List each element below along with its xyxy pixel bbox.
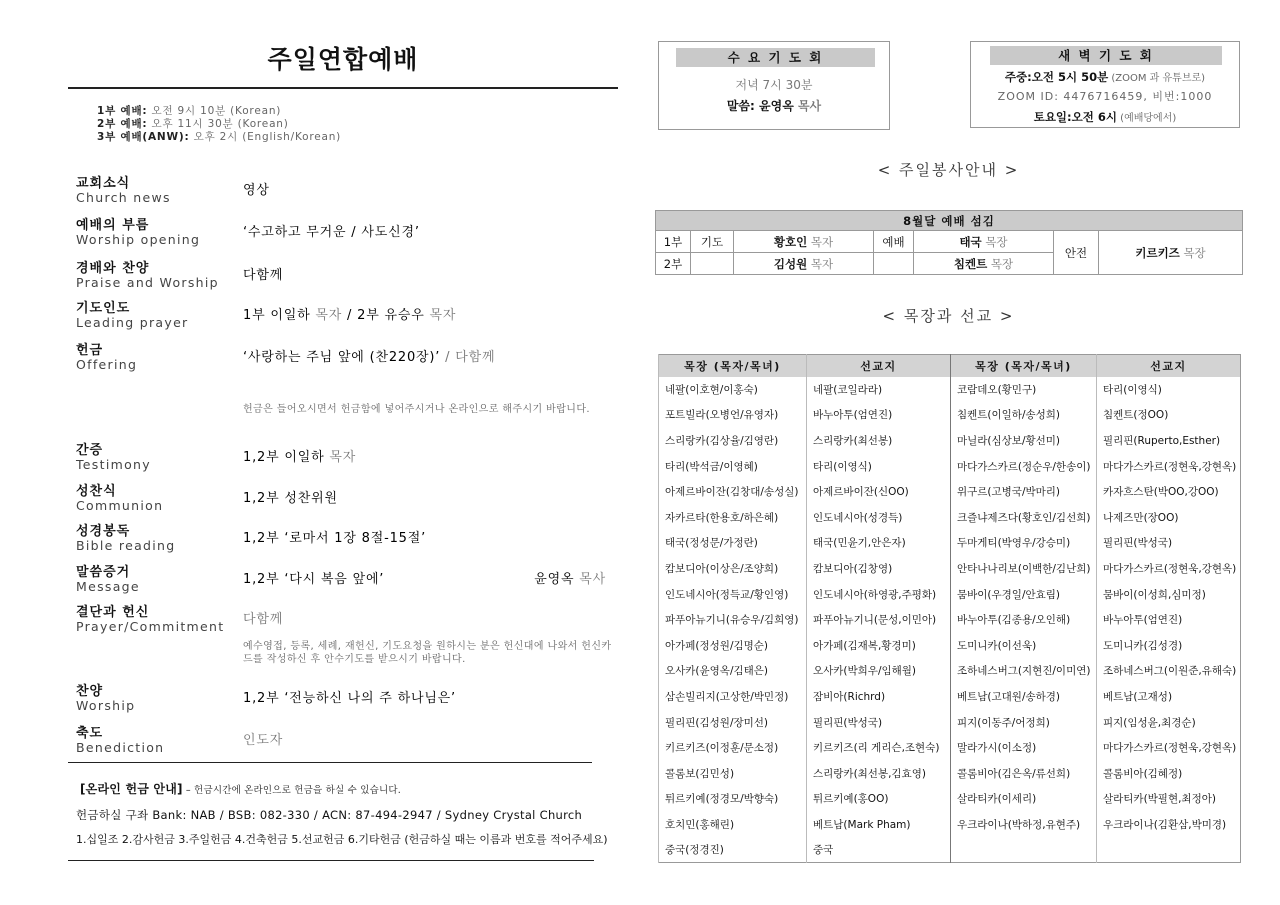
order-item — [76, 485, 606, 513]
duty-worship-label: 예배 — [874, 231, 914, 253]
mokjang-cell: 중국(정경진) — [659, 837, 807, 863]
value-text: 영상 — [243, 183, 270, 198]
mission-field-cell: 필리핀(Ruperto,Esther) — [1097, 428, 1241, 454]
service-time-row — [97, 131, 341, 144]
mission-field-cell: 베트남(고재성) — [1097, 684, 1241, 710]
order-item-title-ko: 결단과 헌신 — [76, 605, 150, 620]
value-text: 1,2부 ‘다시 복음 앞에’ — [243, 572, 385, 587]
mission-row — [659, 786, 1241, 812]
aside-text: (ZOOM 과 유튜브로) — [1108, 73, 1206, 84]
mission-table-body — [659, 377, 1241, 863]
duty-team-name: 태국 — [959, 234, 982, 249]
online-giving-divider-top — [68, 762, 592, 763]
order-item — [76, 302, 606, 330]
mokjang-cell: 마닐라(심상보/황선미) — [951, 428, 1097, 454]
role-text: 목자 — [315, 308, 343, 323]
mission-field-cell: 조하네스버그(이원준,유해숙) — [1097, 658, 1241, 684]
order-item-title-en: Communion — [76, 498, 164, 513]
service-label: 1부 예배: — [97, 105, 148, 117]
duty-safety-team — [1099, 231, 1243, 275]
value-text: 1,2부 성찬위원 — [243, 491, 338, 506]
mission-row — [659, 684, 1241, 710]
duty-prayer-label: 기도 — [691, 231, 734, 253]
order-item-title-ko: 헌금 — [76, 343, 104, 358]
order-item — [76, 262, 606, 290]
mokjang-cell: 파푸아뉴기니(유승우/김희영) — [659, 607, 807, 633]
mokjang-cell: 네팔(이호현/이홍숙) — [659, 377, 807, 403]
mission-table — [658, 354, 1241, 863]
order-item-value — [243, 268, 283, 284]
mokjang-cell: 포트빌라(오병언/유영자) — [659, 402, 807, 428]
order-item-title-ko: 기도인도 — [76, 301, 131, 316]
mokjang-cell: 아가페(정성원/김명순) — [659, 632, 807, 658]
mokjang-cell: 마다가스카르(정순우/한송이) — [951, 453, 1097, 479]
dawn-prayer-saturday — [971, 109, 1239, 127]
value-text: 윤영옥 — [534, 572, 580, 587]
order-item-title-en: Prayer/Commitment — [76, 619, 225, 634]
offering-categories: 1.십일조 2.감사헌금 3.주일헌금 4.건축헌금 5.선교헌금 6.기타헌금 (헌금하실 때는 이름과 번호를 적어주세요) — [76, 833, 608, 846]
role-text: 목사 — [579, 572, 606, 587]
wednesday-prayer-box — [658, 41, 890, 130]
value-text: 1,2부 ‘로마서 1장 8절-15절’ — [243, 531, 427, 546]
mokjang-cell: 호치민(홍해린) — [659, 812, 807, 838]
value-text: ‘수고하고 무거운 / 사도신경’ — [243, 225, 420, 240]
mokjang-cell: 크즐냐제즈다(황호인/김선희) — [951, 504, 1097, 530]
order-item-value — [243, 183, 270, 199]
mission-header-row — [659, 355, 1241, 377]
duty-worship-label — [874, 253, 914, 275]
mission-field-cell: 마다가스카르(정현욱,강현옥) — [1097, 735, 1241, 761]
duty-row — [656, 231, 1243, 253]
mission-row — [659, 556, 1241, 582]
order-item-title-en: Message — [76, 579, 140, 594]
mokjang-cell: 삼손빌리지(고상한/박민정) — [659, 684, 807, 710]
order-item-preacher — [534, 572, 606, 588]
order-item-note: 예수영접, 등록, 세례, 재헌신, 기도요청을 원하시는 분은 헌신대에 나와서 헌신카드를 작성하신 후 안수기도를 받으시기 바랍니다. — [243, 641, 612, 665]
wednesday-prayer-title: 수 요 기 도 회 — [676, 48, 875, 67]
service-label: 3부 예배(ANW): — [97, 131, 190, 143]
title-divider — [68, 87, 618, 89]
mokjang-cell: 조하네스버그(지현진/이미연) — [951, 658, 1097, 684]
service-times — [97, 105, 341, 144]
mokjang-cell: 위구르(고병국/박마리) — [951, 479, 1097, 505]
mokjang-cell: 콜롬보(김민성) — [659, 760, 807, 786]
dawn-prayer-zoom: ZOOM ID: 4476716459, 비번:1000 — [997, 90, 1213, 103]
mission-row — [659, 607, 1241, 633]
mission-field-cell: 침켄트(정OO) — [1097, 402, 1241, 428]
mission-field-cell: 네팔(코일라라) — [807, 377, 951, 403]
order-item-title-en: Worship — [76, 698, 136, 713]
mission-field-cell: 베트남(Mark Pham) — [807, 812, 951, 838]
mokjang-cell: 두마게티(박영우/강승미) — [951, 530, 1097, 556]
mission-row — [659, 581, 1241, 607]
mokjang-cell: 베트남(고대원/송하경) — [951, 684, 1097, 710]
mokjang-cell: 침켄트(이일하/송성희) — [951, 402, 1097, 428]
order-item-title-en: Benediction — [76, 740, 165, 755]
order-item-title-en: Testimony — [76, 457, 151, 472]
mission-field-cell: 타리(이영식) — [807, 453, 951, 479]
order-item — [76, 685, 606, 713]
online-giving-subtitle: – 헌금시간에 온라인으로 헌금을 하실 수 있습니다. — [182, 785, 401, 796]
mission-row — [659, 479, 1241, 505]
wednesday-prayer-time: 저녁 7시 30분 — [735, 78, 813, 92]
mission-field-cell: 태국(민윤기,안은자) — [807, 530, 951, 556]
role-text: 목자 — [429, 308, 457, 323]
service-detail: 오전 9시 10분 (Korean) — [147, 105, 282, 117]
order-item-note: 헌금은 들어오시면서 헌금함에 넣어주시거나 온라인으로 해주시기 바랍니다. — [243, 404, 590, 415]
mokjang-cell: 콜롬비아(김은옥/류선희) — [951, 760, 1097, 786]
service-label: 2부 예배: — [97, 118, 148, 130]
service-detail: 오후 2시 (English/Korean) — [189, 131, 342, 143]
mission-field-cell: 우크라이나(김환삼,박미경) — [1097, 812, 1241, 838]
mission-row — [659, 453, 1241, 479]
duty-person-role: 목자 — [810, 234, 834, 249]
duty-heading: < 주일봉사안내 > — [877, 161, 1020, 179]
mokjang-cell: 필리핀(김성원/장미선) — [659, 709, 807, 735]
duty-header-row — [656, 211, 1243, 231]
mission-field-cell: 아가페(김재복,황경미) — [807, 632, 951, 658]
order-item — [76, 727, 606, 755]
role-text: 목자 — [329, 450, 357, 465]
order-item-title-ko: 축도 — [76, 726, 104, 741]
mission-row — [659, 504, 1241, 530]
mission-field-cell: 키르키즈(리 게리슨,조현숙) — [807, 735, 951, 761]
duty-team-name: 침켄트 — [953, 256, 988, 271]
mission-field-cell: 튀르키예(홍OO) — [807, 786, 951, 812]
order-item — [76, 566, 606, 594]
order-item-title-ko: 말씀증거 — [76, 565, 131, 580]
order-item — [76, 525, 606, 553]
order-item-title-ko: 경배와 찬양 — [76, 261, 150, 276]
mission-field-cell: 잠비아(Richrd) — [807, 684, 951, 710]
mokjang-cell: 튀르키예(정경모/박향숙) — [659, 786, 807, 812]
mission-row — [659, 530, 1241, 556]
mokjang-cell: 키르키즈(이정훈/문소정) — [659, 735, 807, 761]
order-item-value — [243, 450, 356, 466]
online-giving-title: [온라인 헌금 안내] — [80, 782, 183, 796]
mokjang-cell: 자카르타(한용호/하은혜) — [659, 504, 807, 530]
mokjang-cell: 오사카(윤영옥/김태은) — [659, 658, 807, 684]
duty-team-role: 목장 — [990, 256, 1014, 271]
bank-account-info: 헌금하실 구좌 Bank: NAB / BSB: 082-330 / ACN: 87-494-2947 / Sydney Crystal Church — [76, 808, 583, 822]
order-item-title-en: Offering — [76, 357, 138, 372]
mission-row — [659, 837, 1241, 863]
mission-column-header: 목장 (목자/목녀) — [659, 355, 807, 377]
value-text: 1,2부 이일하 — [243, 450, 330, 465]
duty-prayer-leader — [734, 253, 874, 275]
order-item — [76, 177, 606, 205]
mokjang-cell: 태국(정성문/가정란) — [659, 530, 807, 556]
value-text: 주중:오전 5시 50분 — [1004, 70, 1109, 84]
mokjang-cell: 아제르바이잔(김창대/송성실) — [659, 479, 807, 505]
mission-row — [659, 402, 1241, 428]
mission-field-cell: 살라티카(박필현,최정아) — [1097, 786, 1241, 812]
duty-service: 2부 — [656, 253, 691, 275]
mission-field-cell: 피지(임성윤,최경순) — [1097, 709, 1241, 735]
duty-team-name: 키르키즈 — [1135, 245, 1180, 260]
order-item-title-ko: 교회소식 — [76, 176, 131, 191]
order-item-value — [243, 612, 283, 628]
page-title: 주일연합예배 — [267, 45, 419, 74]
mission-field-cell: 마다가스카르(정현욱,강현옥) — [1097, 556, 1241, 582]
duty-team-role: 목장 — [985, 234, 1008, 249]
mission-row — [659, 760, 1241, 786]
mission-field-cell: 캄보디아(김창영) — [807, 556, 951, 582]
duty-worship-team — [914, 253, 1054, 275]
mokjang-cell: 스리랑카(김상율/김영란) — [659, 428, 807, 454]
order-item-title-en: Worship opening — [76, 232, 201, 247]
order-item-value — [243, 350, 495, 366]
mokjang-cell: 우크라이나(박하정,유현주) — [951, 812, 1097, 838]
mission-field-cell: 뭄바이(이성희,심미정) — [1097, 581, 1241, 607]
mission-row — [659, 709, 1241, 735]
mission-row — [659, 735, 1241, 761]
order-item-title-ko: 성찬식 — [76, 484, 117, 499]
mission-field-cell: 나제즈만(장OO) — [1097, 504, 1241, 530]
mission-field-cell: 아제르바이잔(신OO) — [807, 479, 951, 505]
mission-field-cell — [1097, 837, 1241, 863]
duty-table-title: 8월달 예배 섬김 — [656, 211, 1243, 231]
value-text: ‘사랑하는 주님 앞에 (찬220장)’ — [243, 350, 441, 365]
mission-field-cell: 스리랑카(최선봉,김효영) — [807, 760, 951, 786]
mokjang-cell: 말라가시(이소정) — [951, 735, 1097, 761]
order-item-value — [243, 733, 283, 749]
mokjang-cell: 타리(박석금/이영혜) — [659, 453, 807, 479]
dawn-prayer-title: 새 벽 기 도 회 — [990, 46, 1222, 65]
duty-person-name: 황호인 — [773, 234, 808, 249]
online-giving-divider-bottom — [68, 860, 594, 861]
mission-field-cell: 파푸아뉴기니(문성,이민아) — [807, 607, 951, 633]
mokjang-cell: 캄보디아(이상은/조양희) — [659, 556, 807, 582]
mokjang-cell: 바누아투(김종용/오인해) — [951, 607, 1097, 633]
value-text: 토요일:오전 6시 — [1033, 110, 1117, 124]
mission-field-cell: 오사카(박희우/임해월) — [807, 658, 951, 684]
mission-field-cell: 인도네시아(하영광,주평화) — [807, 581, 951, 607]
mission-row — [659, 632, 1241, 658]
value-text: 1,2부 ‘전능하신 나의 주 하나님은’ — [243, 691, 456, 706]
order-item-value — [243, 572, 384, 588]
duty-person-name: 김성원 — [773, 256, 808, 271]
mission-field-cell: 카자흐스탄(박OO,강OO) — [1097, 479, 1241, 505]
duty-service: 1부 — [656, 231, 691, 253]
order-item-value — [243, 225, 420, 241]
service-time-row — [97, 105, 341, 118]
order-item — [76, 219, 606, 247]
aside-text: (예배당에서) — [1116, 113, 1177, 124]
mokjang-cell: 도미니카(이선욱) — [951, 632, 1097, 658]
mission-row — [659, 428, 1241, 454]
order-item-value — [243, 491, 338, 507]
mokjang-cell: 코람데오(황민구) — [951, 377, 1097, 403]
order-item-title-ko: 성경봉독 — [76, 524, 131, 539]
mission-column-header: 선교지 — [807, 355, 951, 377]
mission-field-cell: 도미니카(김성경) — [1097, 632, 1241, 658]
dawn-prayer-box — [970, 41, 1240, 128]
mission-row — [659, 377, 1241, 403]
mission-field-cell: 인도네시아(성경득) — [807, 504, 951, 530]
mission-field-cell: 바누아투(엄연진) — [807, 402, 951, 428]
mokjang-cell: 안타나나리보(이백한/김난희) — [951, 556, 1097, 582]
order-item — [76, 343, 606, 415]
value-text: / 2부 유승우 — [342, 308, 430, 323]
duty-person-role: 목자 — [810, 256, 834, 271]
mission-field-cell: 필리핀(박성국) — [807, 709, 951, 735]
service-duty-table — [655, 210, 1243, 275]
role-text: 다함께 — [243, 612, 284, 627]
mission-field-cell: 마다가스카르(정현욱,강현옥) — [1097, 453, 1241, 479]
mokjang-cell: 피지(이동주/어정희) — [951, 709, 1097, 735]
mission-field-cell: 스리랑카(최선봉) — [807, 428, 951, 454]
online-giving-heading — [80, 780, 401, 797]
mission-field-cell: 중국 — [807, 837, 951, 863]
mission-field-cell: 타리(이영식) — [1097, 377, 1241, 403]
mission-field-cell: 필리핀(박성국) — [1097, 530, 1241, 556]
role-text: 목사 — [797, 99, 822, 113]
mokjang-cell: 살라티카(이세리) — [951, 786, 1097, 812]
order-item-title-ko: 예배의 부름 — [76, 218, 150, 233]
value-text: 다함께 — [243, 268, 284, 283]
order-item-title-ko: 찬양 — [76, 684, 104, 699]
order-item-title-en: Bible reading — [76, 538, 176, 553]
mokjang-cell: 인도네시아(정득교/황인영) — [659, 581, 807, 607]
mission-heading: < 목장과 선교 > — [882, 307, 1015, 325]
dawn-prayer-weekday — [971, 69, 1239, 87]
role-text: / 다함께 — [440, 350, 496, 365]
duty-prayer-leader — [734, 231, 874, 253]
duty-worship-team — [914, 231, 1054, 253]
value-text: 1부 이일하 — [243, 308, 316, 323]
role-text: 인도자 — [243, 733, 284, 748]
value-text: 말씀: 윤영옥 — [726, 99, 798, 113]
order-item — [76, 605, 612, 665]
mission-column-header: 목장 (목자/목녀) — [951, 355, 1097, 377]
mission-row — [659, 812, 1241, 838]
order-item-value — [243, 308, 456, 324]
order-item-title-ko: 간증 — [76, 443, 104, 458]
mokjang-cell: 뭄바이(우경일/안효림) — [951, 581, 1097, 607]
duty-team-role: 목장 — [1183, 245, 1206, 260]
order-item-value — [243, 531, 426, 547]
order-item-title-en: Leading prayer — [76, 315, 189, 330]
mokjang-cell — [951, 837, 1097, 863]
mission-field-cell: 콜롬비아(김혜정) — [1097, 760, 1241, 786]
order-item-title-en: Praise and Worship — [76, 275, 219, 290]
wednesday-prayer-sermon — [659, 98, 889, 114]
order-item-title-en: Church news — [76, 190, 171, 205]
service-detail: 오후 11시 30분 (Korean) — [147, 118, 289, 130]
mission-field-cell: 바누아투(엄연진) — [1097, 607, 1241, 633]
order-item-value — [243, 691, 456, 707]
mission-row — [659, 658, 1241, 684]
mission-column-header: 선교지 — [1097, 355, 1241, 377]
duty-safety-label: 안전 — [1054, 231, 1099, 275]
order-item — [76, 444, 606, 472]
service-time-row — [97, 118, 341, 131]
duty-prayer-label — [691, 253, 734, 275]
